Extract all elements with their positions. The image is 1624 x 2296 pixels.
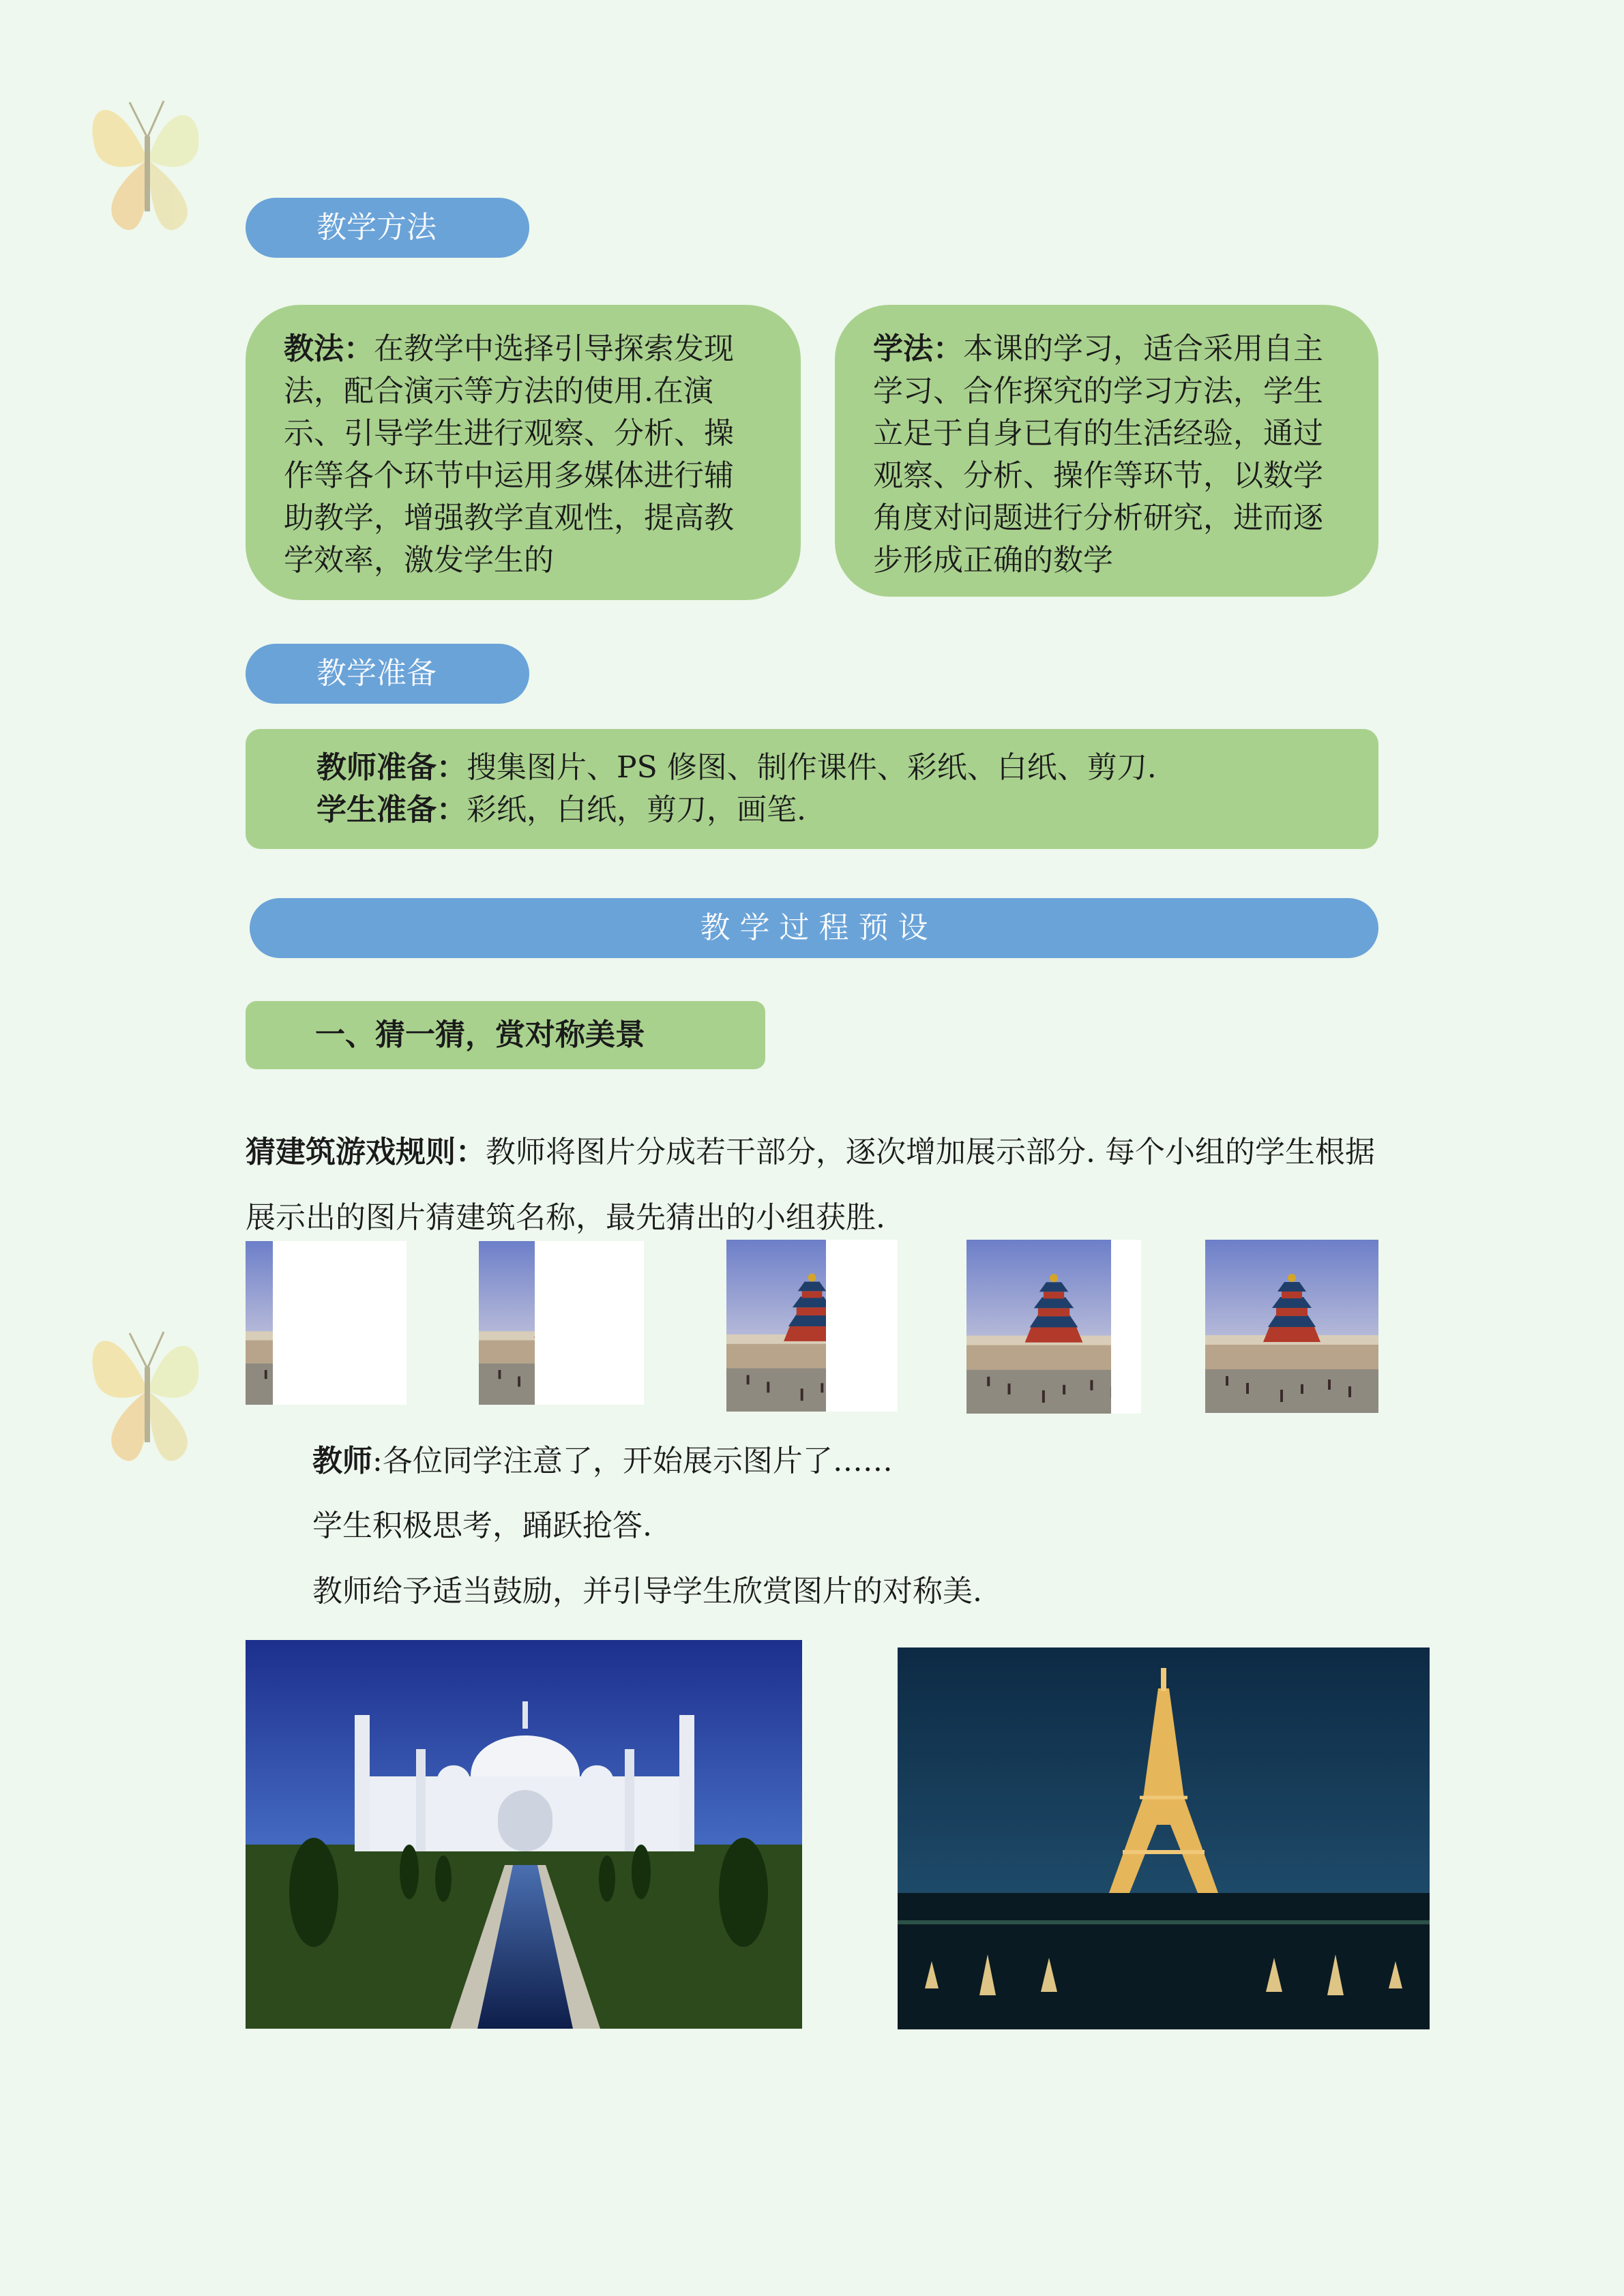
section-tag-prep: [246, 644, 529, 704]
teacher-dialogue: [312, 1440, 893, 1482]
butterfly-icon: [68, 75, 225, 239]
teach-method-label: 教法：: [284, 331, 374, 366]
reveal-mask: [535, 1241, 644, 1405]
teacher-prep: [316, 747, 1378, 789]
reveal-image-1: [246, 1241, 407, 1405]
eiffel-tower-photo: [898, 1648, 1430, 2029]
reveal-mask: [826, 1240, 898, 1412]
reveal-mask: [273, 1241, 407, 1405]
teacher-prep-label: 教师准备：: [316, 750, 467, 785]
taj-mahal-photo: [246, 1640, 802, 2029]
section-tag-prep-label: 教学准备: [316, 656, 437, 691]
teacher-dialogue-label: 教师: [312, 1444, 372, 1478]
game-rule-text: 教师将图片分成若干部分，逐次增加展示部分. 每个小组的学生根据展示出的图片猜建筑名称，最先猜出的小组获胜.: [246, 1135, 1375, 1235]
process-banner: [250, 898, 1378, 958]
section1-title: 一、猜一猜，赏对称美景: [315, 1017, 645, 1052]
teach-method-text: 在教学中选择引导探索发现法，配合演示等方法的使用.在演示、引导学生进行观察、分析、操作等各个环节中运用多媒体进行辅助教学，增强教学直观性，提高教学效率，激发学生的: [284, 331, 734, 578]
teacher-dialogue-text: :各位同学注意了，开始展示图片了……: [372, 1444, 893, 1478]
reveal-image-5: [1205, 1240, 1378, 1413]
learn-method-text: 本课的学习，适合采用自主学习、合作探究的学习方法，学生立足于自身已有的生活经验，通过观察、分析、操作等环节，以数学角度对问题进行分析研究，进而逐步形成正确的数学: [873, 331, 1323, 578]
student-prep: [316, 789, 1378, 831]
section-tag-method-label: 教学方法: [316, 210, 437, 245]
section1-title-box: [246, 1001, 765, 1069]
teacher-encouragement: 教师给予适当鼓励，并引导学生欣赏图片的对称美.: [312, 1574, 982, 1609]
student-prep-text: 彩纸，白纸，剪刀，画笔.: [467, 792, 806, 827]
reveal-image-4: [966, 1240, 1141, 1414]
reveal-image-3: [726, 1240, 898, 1412]
butterfly-icon: [68, 1306, 225, 1470]
temple-photo: [1205, 1240, 1378, 1413]
teach-method-box: [246, 305, 801, 600]
learn-method-box: [835, 305, 1378, 597]
learn-method-label: 学法：: [873, 331, 963, 366]
reveal-image-2: [479, 1241, 644, 1405]
section-tag-method: [246, 198, 529, 258]
process-banner-label: 教 学 过 程 预 设: [700, 910, 928, 945]
game-rule-label: 猜建筑游戏规则：: [246, 1135, 486, 1169]
reveal-mask: [1111, 1240, 1141, 1414]
game-rule-paragraph: [246, 1120, 1381, 1251]
preparation-box: [246, 729, 1378, 849]
student-response: 学生积极思考，踊跃抢答.: [312, 1508, 652, 1543]
teacher-prep-text: 搜集图片、PS 修图、制作课件、彩纸、白纸、剪刀.: [467, 750, 1157, 785]
student-prep-label: 学生准备：: [316, 792, 467, 827]
